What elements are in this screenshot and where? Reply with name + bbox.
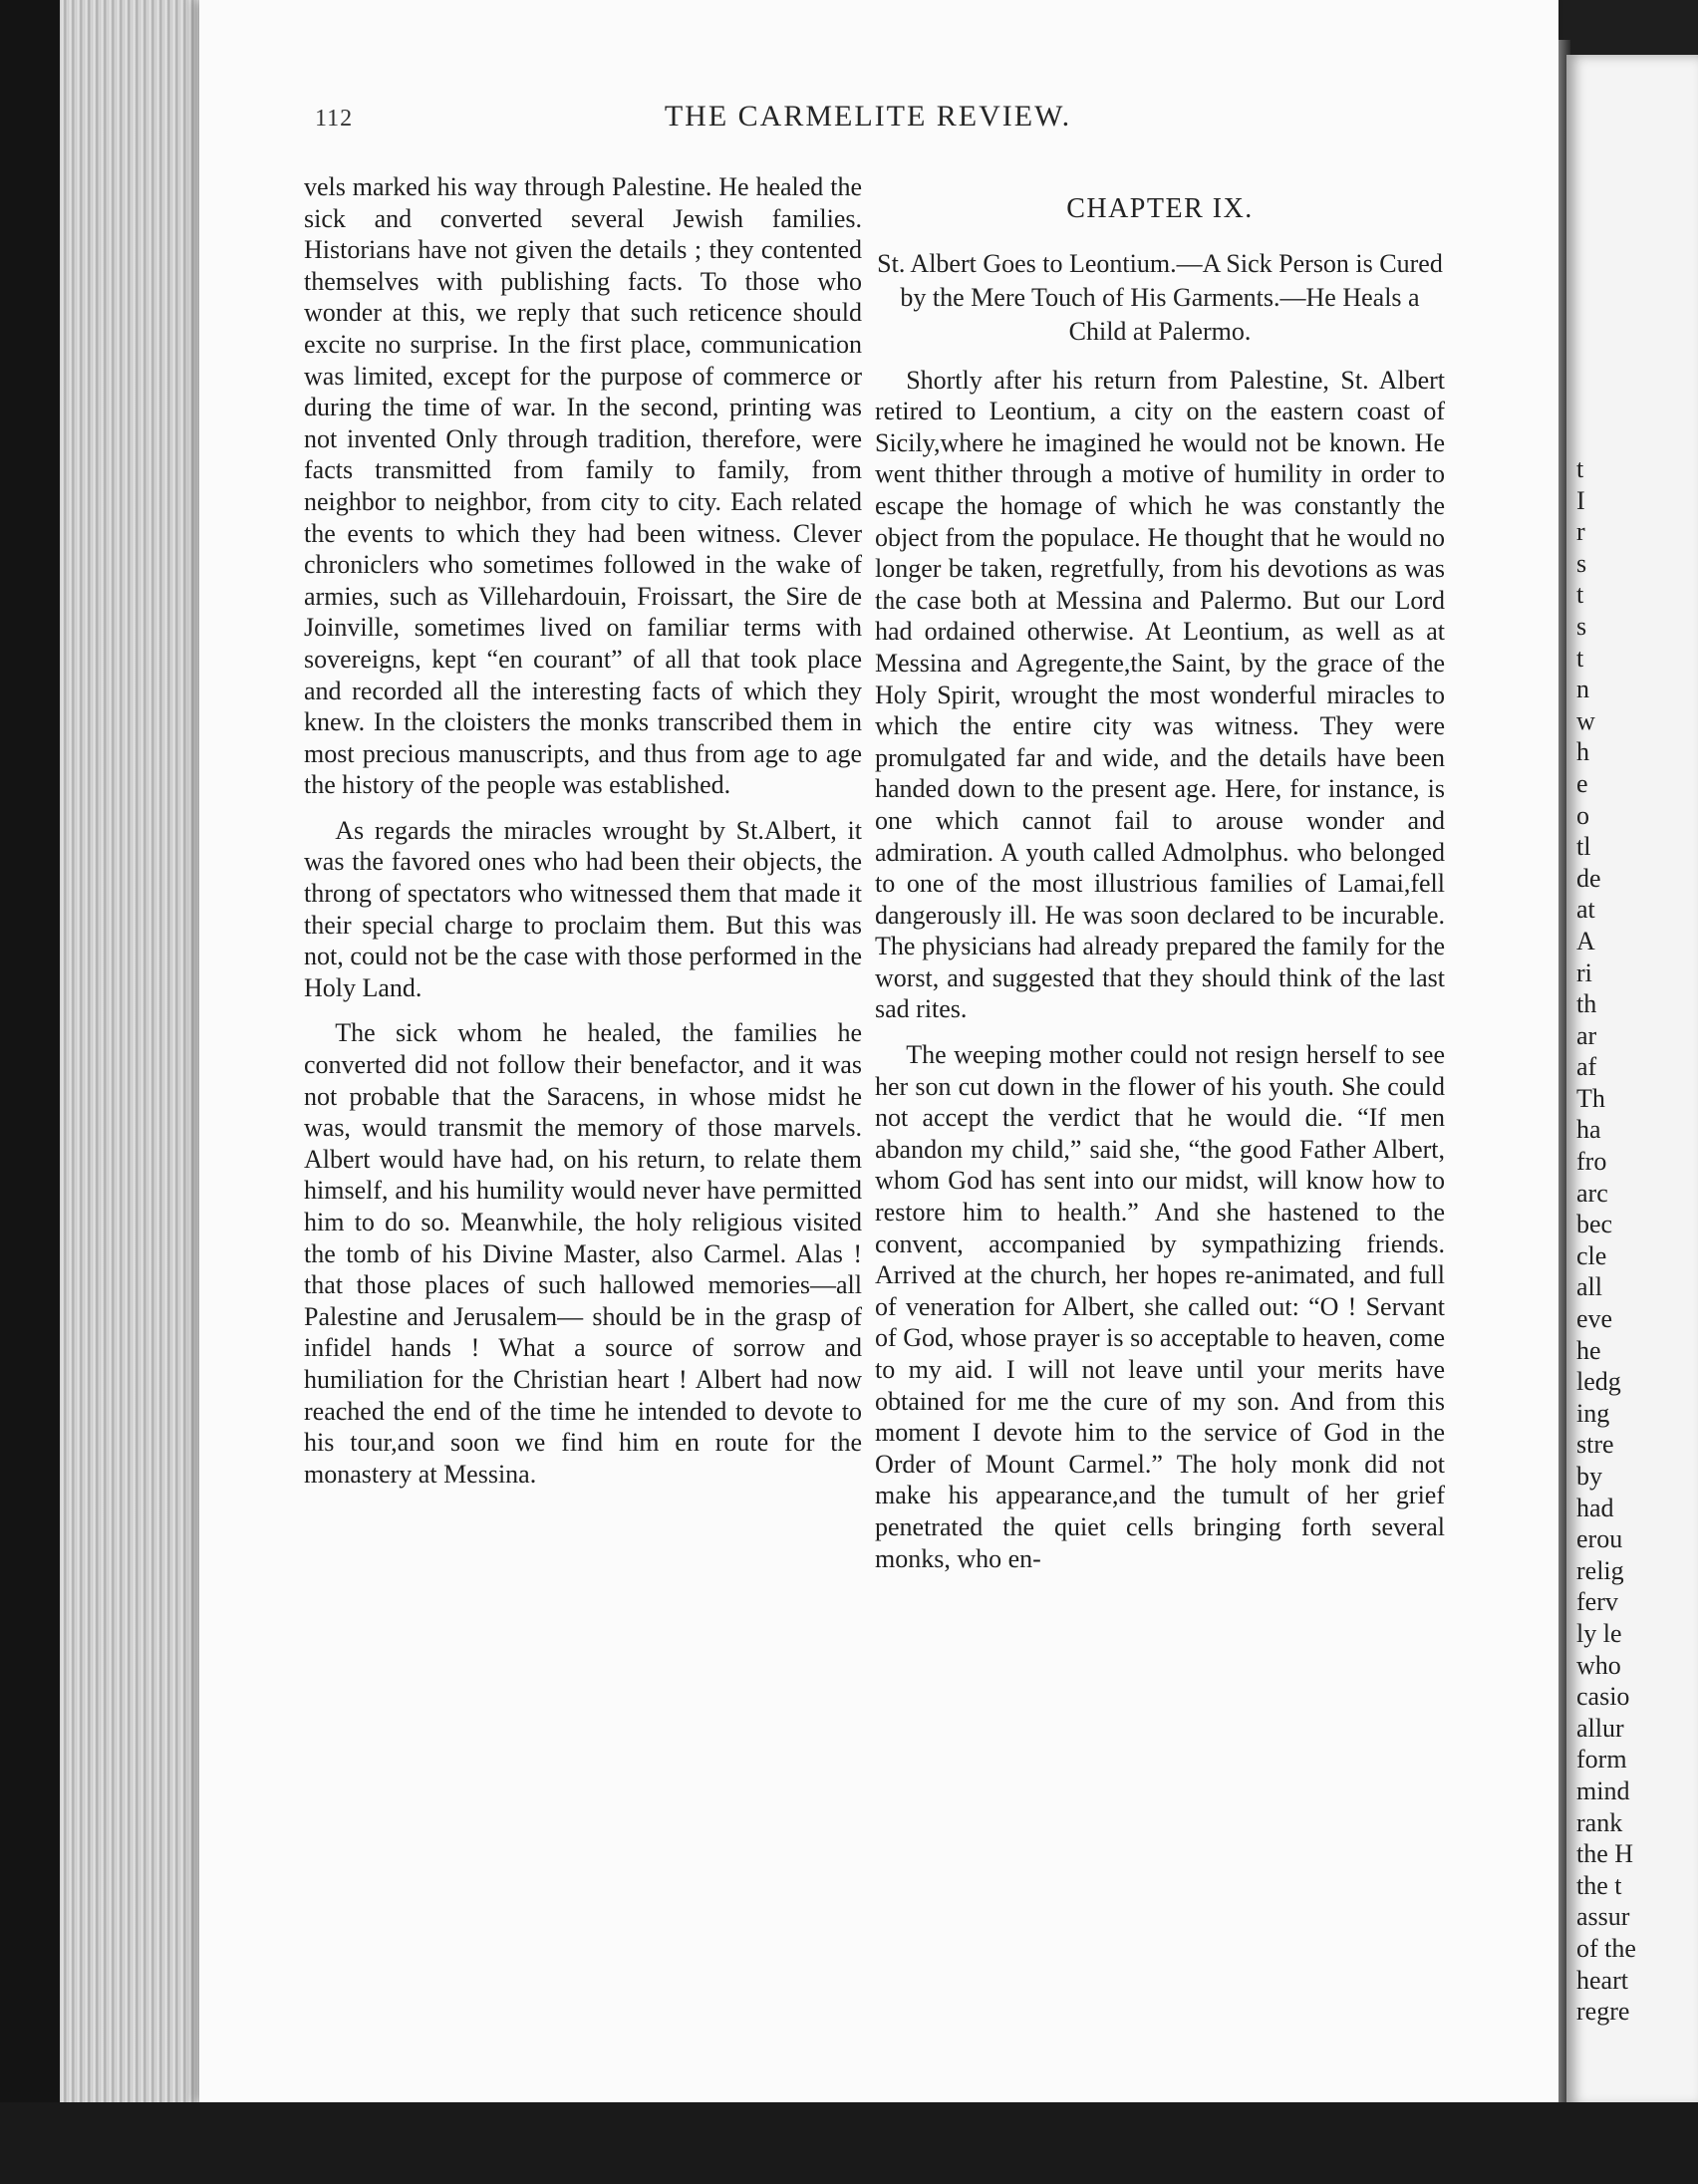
right-column (875, 171, 1445, 1588)
running-head (315, 100, 1421, 139)
paragraph: The weeping mother could not resign herself to see her son cut down in the flower of his youth. She could not accept the verdict that he would die. “If men abandon my child,” said she, “the good Father Albert, whom God has sent into our midst, will know how to restore him to health.” And she hastened to the convent, accompanied by sympathizing friends. Arrived at the church, her hopes re-animated, and full of veneration for Albert, she called out: “O ! Servant of God, whose prayer is so acceptable to heaven, come to my aid. I will not leave until your merits have obtained for me the cure of my son. And from this moment I devote him to the service of God in the Order of Mount Carmel.” The holy monk did not make his appearance,and the tumult of her grief penetrated the quiet cells bringing forth several monks, who en- (875, 1040, 1445, 1573)
paragraph: As regards the miracles wrought by St.Albert, it was the favored ones who had been their objects, the throng of spectators who witnessed them that made it their special charge to proclaim them. But this was not, could not be the case with those performed in the Holy Land. (304, 815, 862, 1002)
facing-page-fragment (1566, 55, 1698, 2107)
facing-page-text: t I r s t s t n w h e o tl de at A ri th ar af Th ha fro arc bec cle all eve he ledg ing stre by had erou relig ferv ly le who casio allur form mind rank the H the t assur of the heart regre (1576, 454, 1636, 2027)
page-number: 112 (315, 106, 354, 132)
paragraph: vels marked his way through Palestine. He healed the sick and converted several Jewish families. Historians have not given the details ; they contented themselves with publishing facts. To those who wonder at this, we reply that such reticence should excite no surprise. In the first place, communication was limited, except for the purpose of commerce or during the time of war. In the second, printing was not invented Only through tradition, therefore, were facts transmitted from family to family, from neighbor to neighbor, from city to city. Each related the events to which they had been witness. Clever chroniclers who sometimes followed in the wake of armies, such as Villehardouin, Froissart, the Sire de Joinville, sometimes lived on familiar terms with sovereigns, kept “en courant” of all that took place and recorded all the interesting facts of which they knew. In the cloisters the monks transcribed them in most precious manuscripts, and thus from age to age the history of the people was established. (304, 172, 862, 800)
scan-border (0, 2102, 1698, 2184)
chapter-heading: CHAPTER IX. (1066, 193, 1254, 224)
journal-title: THE CARMELITE REVIEW. (664, 100, 1072, 133)
left-column (304, 171, 862, 1503)
paragraph: The sick whom he healed, the families he converted did not follow their benefactor, and it was not probable that the Saracens, in whose midst he was, would transmit the memory of those marvels. Albert would have had, on his return, to relate them himself, and his humility would never have permitted him to do so. Meanwhile, the holy religious visited the tomb of his Divine Master, also Carmel. Alas ! that those places of such hallowed memories—all Palestine and Jerusalem— should be in the grasp of infidel hands ! What a source of sorrow and humiliation for the Christian heart ! Albert had now reached the end of the time he intended to devote to his tour,and soon we find him en route for the monastery at Messina. (304, 1018, 862, 1489)
paragraph: Shortly after his return from Palestine, St. Albert retired to Leontium, a city on the eastern coast of Sicily,where he imagined he would not be known. He went thither through a motive of humility in order to escape the homage of which he was constantly the object from the populace. He thought that he would no longer be taken, regretfully, from his devotions as was the case both at Messina and Palermo. But our Lord had ordained otherwise. At Leontium, as well as at Messina and Agregente,the Saint, by the grace of the Holy Spirit, wrought the most wonderful miracles to which the entire city was witness. They were promulgated far and wide, and the details have been handed down to the present age. Here, for instance, is one which cannot fail to arouse wonder and admiration. A youth called Admolphus. who belonged to one of the most illustrious families of Lamai,fell dangerously ill. He was soon declared to be incurable. The physicians had already prepared the family for the worst, and suggested that they should think of the last sad rites. (875, 365, 1445, 1024)
page-edges (60, 0, 209, 2102)
chapter-summary: St. Albert Goes to Leontium.—A Sick Person is Cured by the Mere Touch of His Garments.—He Heals a Child at Palermo. (877, 248, 1443, 346)
